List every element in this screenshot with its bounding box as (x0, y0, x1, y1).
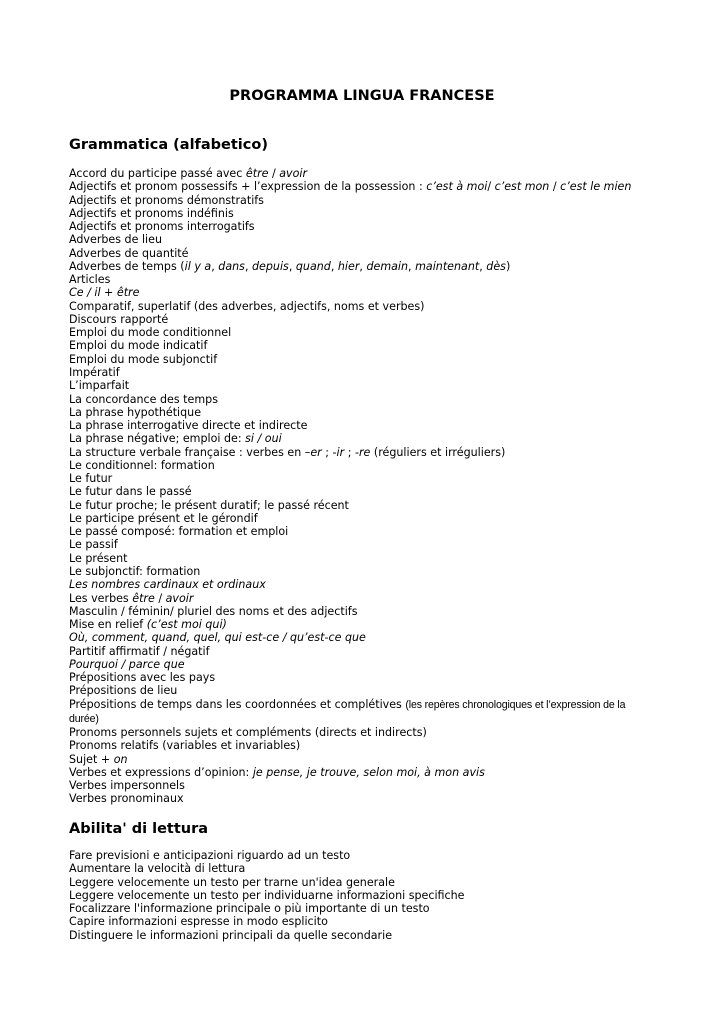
grammar-item-text: Accord du participe passé avec (69, 167, 246, 180)
grammar-item (69, 459, 649, 472)
grammar-item-text: ) (505, 259, 511, 273)
grammar-item-text: c’est mon (494, 180, 550, 194)
grammar-item-text: Comparatif, superlatif (des adverbes, adjectifs, noms et verbes) (69, 299, 425, 313)
grammar-item (69, 605, 649, 618)
grammar-item-text: Le participe présent et le gérondif (69, 511, 258, 525)
grammar-item-text: on (113, 752, 128, 766)
grammar-item-text: / (549, 180, 561, 194)
grammar-item (69, 792, 649, 805)
grammar-item (69, 578, 649, 591)
grammar-item-text: (réguliers et irréguliers) (370, 445, 506, 459)
reading-item: Aumentare la velocità di lettura (69, 862, 246, 876)
grammar-item-text: Où, comment, quand, quel, qui est-ce / qu’est-ce que (69, 631, 366, 645)
grammar-item-text: ir (336, 445, 345, 459)
grammar-item-text: Masculin / féminin/ pluriel des noms et des adjectifs (69, 604, 358, 618)
grammar-item (69, 739, 649, 752)
grammar-item-text: Le passé composé: formation et emploi (69, 525, 289, 539)
grammar-item-text: re (358, 445, 371, 459)
grammar-item (69, 326, 649, 339)
grammar-item-text: Adjectifs et pronoms indéfinis (69, 206, 234, 220)
grammar-item (69, 684, 649, 697)
grammar-item-text: c’est à moi (426, 180, 488, 194)
grammar-item (69, 645, 649, 658)
grammar-item-text: Le conditionnel: formation (69, 458, 215, 472)
grammar-item-text: , (330, 259, 338, 273)
grammar-item (69, 247, 649, 260)
grammar-item-text: , (211, 259, 219, 273)
grammar-heading: Grammatica (alfabetico) (69, 137, 268, 153)
grammar-item-text: si / oui (245, 432, 282, 446)
grammar-item-text: , (288, 259, 296, 273)
grammar-item (69, 393, 649, 406)
grammar-item-text: Verbes et expressions d’opinion: (69, 765, 253, 779)
grammar-item-text: depuis (252, 259, 289, 273)
grammar-item (69, 207, 649, 220)
reading-heading: Abilita' di lettura (69, 821, 209, 837)
grammar-item-text: Partitif affirmatif / négatif (69, 644, 210, 658)
grammar-item (69, 671, 649, 684)
grammar-item-text: Les verbes (69, 591, 133, 605)
grammar-item-text: il y a (184, 259, 212, 273)
grammar-item-text: Le futur proche; le présent duratif; le passé récent (69, 498, 349, 512)
grammar-item-text: Pronoms relatifs (variables et invariables) (69, 739, 301, 753)
grammar-item (69, 552, 649, 565)
grammar-item-text: ; - (344, 445, 359, 459)
grammar-item (69, 753, 649, 766)
grammar-item-text: (les repères chronologiques et l’expression de la durée) (69, 698, 626, 725)
grammar-item-text: (c’est moi qui) (146, 618, 227, 632)
grammar-item-text: Adjectifs et pronom possessifs + l’expression de la possession : (69, 180, 427, 194)
grammar-item-text: être (132, 591, 155, 605)
grammar-item-text: Impératif (69, 365, 120, 379)
grammar-item-text: La phrase interrogative directe et indirecte (69, 419, 308, 433)
grammar-item-text: Adverbes de quantité (69, 246, 189, 260)
grammar-item (69, 260, 649, 273)
grammar-item (69, 618, 649, 631)
grammar-item-text: Le passif (69, 538, 118, 552)
grammar-item-text: Ce / il + être (69, 286, 140, 300)
grammar-item-text: Emploi du mode subjonctif (69, 352, 218, 366)
reading-item: Leggere velocemente un testo per trarne un'idea generale (69, 875, 395, 889)
reading-item: Leggere velocemente un testo per individuarne informazioni specifiche (69, 888, 465, 902)
grammar-item (69, 726, 649, 739)
grammar-item (69, 525, 649, 538)
grammar-item (69, 233, 649, 246)
grammar-item-text: Verbes impersonnels (69, 779, 185, 793)
grammar-item-text: Adjectifs et pronoms interrogatifs (69, 220, 255, 234)
grammar-item (69, 220, 649, 233)
grammar-item (69, 194, 649, 207)
grammar-item-text: avoir (165, 591, 194, 605)
grammar-item (69, 472, 649, 485)
grammar-item-text: L’imparfait (69, 379, 130, 393)
grammar-item (69, 406, 649, 419)
grammar-item-text: Adjectifs et pronoms démonstratifs (69, 193, 264, 207)
grammar-item-text: La phrase hypothétique (69, 405, 202, 419)
reading-item: Distinguere le informazioni principali da quelle secondarie (69, 928, 393, 942)
grammar-item-text: Pronoms personnels sujets et compléments (directs et indirects) (69, 726, 427, 740)
grammar-item-text: Sujet + (69, 752, 114, 766)
grammar-item (69, 512, 649, 525)
grammar-item (69, 379, 649, 392)
grammar-item-text: Emploi du mode conditionnel (69, 326, 232, 340)
grammar-item-text: , (244, 259, 252, 273)
grammar-item-text: hier (337, 259, 360, 273)
grammar-item (69, 446, 649, 459)
reading-item: Capire informazioni espresse in modo esplicito (69, 915, 328, 929)
grammar-item-text: Mise en relief (69, 618, 147, 632)
grammar-item-text: , (359, 259, 367, 273)
grammar-item-text: avoir (279, 167, 308, 180)
grammar-item-text: Adverbes de temps ( (69, 259, 185, 273)
grammar-item-text: Le présent (69, 551, 128, 565)
grammar-item (69, 779, 649, 792)
grammar-item-text: La phrase négative; emploi de: (69, 432, 246, 446)
grammar-list (69, 167, 649, 806)
grammar-item-text: Les nombres cardinaux et ordinaux (69, 578, 266, 592)
grammar-item-text: er (310, 445, 322, 459)
grammar-item (69, 300, 649, 313)
grammar-item-text: Le futur dans le passé (69, 485, 192, 499)
grammar-item-text: , (408, 259, 416, 273)
grammar-item-text: Le futur (69, 472, 113, 486)
grammar-item (69, 353, 649, 366)
grammar-item (69, 180, 649, 193)
grammar-item-text: Articles (69, 273, 111, 287)
grammar-item-text: c’est le mien (560, 180, 632, 194)
grammar-item-text: La structure verbale française : verbes en – (69, 445, 311, 459)
grammar-item-text: Prépositions avec les pays (69, 671, 216, 685)
grammar-item (69, 592, 649, 605)
grammar-item (69, 167, 649, 180)
grammar-item-text: La concordance des temps (69, 392, 218, 406)
grammar-item (69, 698, 649, 727)
grammar-item-text: Pourquoi / parce que (69, 657, 185, 671)
grammar-item (69, 485, 649, 498)
grammar-item (69, 366, 649, 379)
grammar-item (69, 286, 649, 299)
grammar-item-text: demain (366, 259, 409, 273)
grammar-item-text: Prépositions de lieu (69, 684, 178, 698)
grammar-item (69, 499, 649, 512)
grammar-item-text: Discours rapporté (69, 312, 169, 326)
grammar-item (69, 273, 649, 286)
grammar-item-text: , (479, 259, 487, 273)
grammar-item (69, 313, 649, 326)
grammar-item-text: quand (295, 259, 331, 273)
grammar-item (69, 766, 649, 779)
grammar-item (69, 419, 649, 432)
grammar-item (69, 631, 649, 644)
grammar-item-text: maintenant (415, 259, 480, 273)
grammar-item-text: Prépositions de temps dans les coordonnées et complétives (69, 697, 406, 711)
grammar-item (69, 565, 649, 578)
grammar-item-text: / (268, 167, 280, 180)
grammar-item-text: je pense, je trouve, selon moi, à mon avis (252, 765, 485, 779)
grammar-item-text: / (487, 180, 495, 194)
grammar-item-text: / (154, 591, 166, 605)
grammar-item (69, 658, 649, 671)
grammar-item (69, 339, 649, 352)
grammar-item (69, 538, 649, 551)
reading-item: Focalizzare l'informazione principale o più importante di un testo (69, 902, 430, 916)
grammar-item-text: dans (218, 259, 245, 273)
grammar-item (69, 432, 649, 445)
grammar-item-text: Le subjonctif: formation (69, 564, 201, 578)
grammar-item-text: Emploi du mode indicatif (69, 339, 208, 353)
grammar-item-text: dès (486, 259, 506, 273)
reading-item: Fare previsioni e anticipazioni riguardo ad un testo (69, 849, 351, 862)
document-title: PROGRAMMA LINGUA FRANCESE (229, 88, 495, 104)
grammar-item-text: être (245, 167, 269, 180)
grammar-item-text: ; - (321, 445, 337, 459)
grammar-item-text: Adverbes de lieu (69, 233, 162, 247)
grammar-item-text: Verbes pronominaux (69, 792, 184, 806)
reading-list (69, 849, 649, 942)
